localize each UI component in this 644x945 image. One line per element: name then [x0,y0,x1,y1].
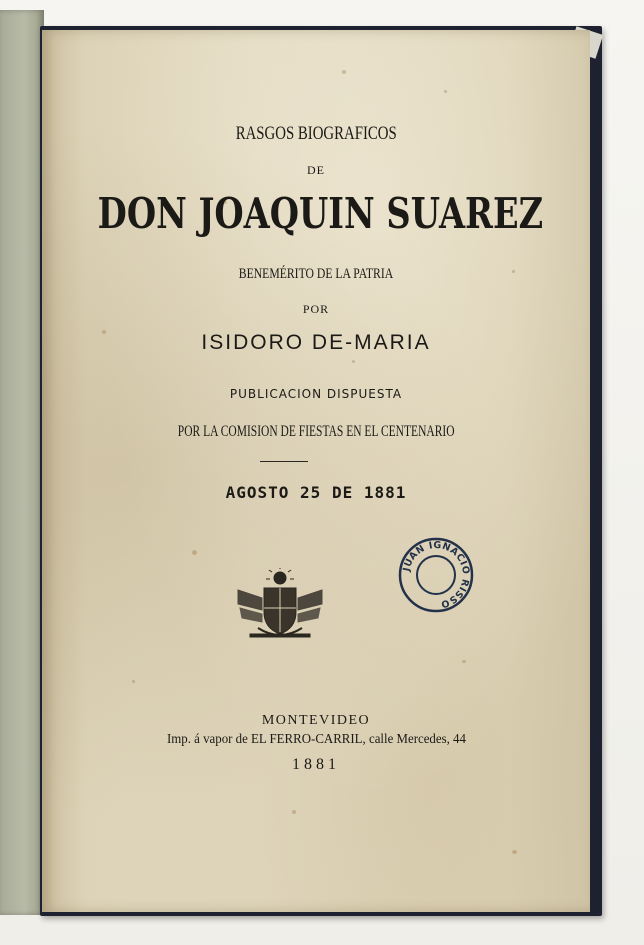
foxing-spot [462,660,466,663]
stamp-text: JUAN IGNACIO RISSO [401,539,472,610]
foxing-spot [292,810,296,814]
author-text: ISIDORO DE-MARIA [201,331,431,354]
foxing-spot [192,550,197,555]
year-text: 1881 [292,756,340,773]
heading-text: RASGOS BIOGRAFICOS [235,123,397,144]
foxing-spot [512,850,517,854]
date-line [42,483,590,502]
date-text: AGOSTO 25 DE 1881 [225,483,407,502]
epithet-text: BENEMÉRITO DE LA PATRIA [238,266,394,282]
printer-text: Imp. á vapor de EL FERRO-CARRIL, calle Mercedes, 44 [166,732,466,747]
foxing-spot [132,680,135,683]
subject-text: DON JOAQUIN SUAREZ [97,189,544,238]
by-line [42,302,590,317]
publication-line-1 [42,387,590,401]
foxing-spot [352,360,355,363]
title-page [42,30,590,912]
endpaper [0,10,44,915]
year-line [42,754,590,774]
city-text: MONTEVIDEO [261,713,371,728]
foxing-spot [444,90,447,93]
foxing-spot [342,70,346,74]
coat-of-arms-icon [234,568,326,640]
publication-text-1: PUBLICACION DISPUESTA [229,387,403,401]
publication-line-2 [42,421,590,441]
city-line [42,712,590,729]
divider-rule [260,461,308,462]
subject-name [42,190,590,238]
heading-line-2 [42,163,590,178]
connector-text: DE [307,163,325,177]
printer-line [42,731,590,748]
heading-line-1 [42,122,590,145]
author-line [42,330,590,355]
ownership-stamp [398,537,474,613]
by-text: POR [302,302,330,316]
publication-text-2: POR LA COMISION DE FIESTAS EN EL CENTENARIO [177,423,455,440]
epithet-line [42,264,590,283]
